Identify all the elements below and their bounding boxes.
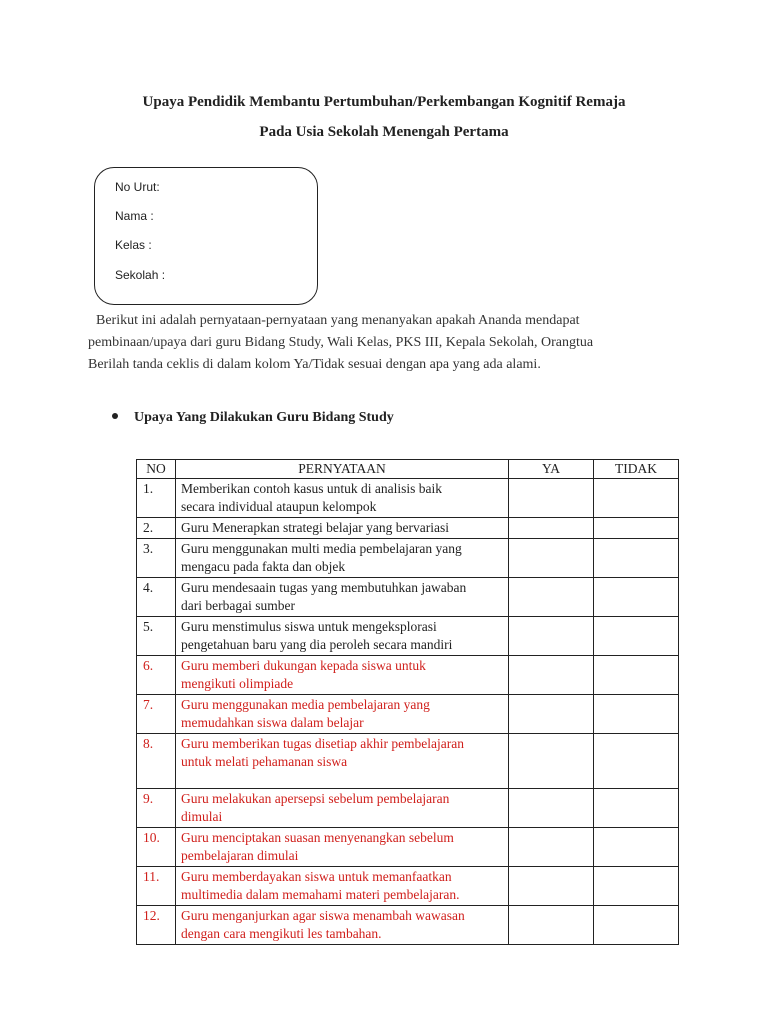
table-row — [137, 695, 679, 734]
tidak-checkbox-cell[interactable] — [594, 578, 679, 617]
row-statement — [176, 828, 509, 867]
header-no: NO — [137, 460, 176, 479]
ya-checkbox-cell[interactable] — [509, 578, 594, 617]
document-title-line1: Upaya Pendidik Membantu Pertumbuhan/Perkembangan Kognitif Remaja — [142, 94, 626, 110]
tidak-checkbox-cell[interactable] — [594, 518, 679, 539]
statement-line: Guru Menerapkan strategi belajar yang bervariasi — [181, 520, 450, 535]
ya-checkbox-cell[interactable] — [509, 734, 594, 789]
row-number: 2. — [137, 518, 176, 539]
table-row — [137, 539, 679, 578]
row-statement — [176, 695, 509, 734]
table-row — [137, 617, 679, 656]
tidak-checkbox-cell[interactable] — [594, 906, 679, 945]
instructions-line2: pembinaan/upaya dari guru Bidang Study, Wali Kelas, PKS III, Kepala Sekolah, Orangtua — [88, 335, 594, 350]
table-row — [137, 867, 679, 906]
document-title-line2: Pada Usia Sekolah Menengah Pertama — [259, 124, 509, 140]
statement-line: Guru menstimulus siswa untuk mengeksplorasi — [181, 619, 437, 634]
table-row — [137, 828, 679, 867]
questionnaire-table — [136, 459, 679, 945]
statement-line: Guru menggunakan multi media pembelajaran yang — [181, 541, 462, 556]
row-statement — [176, 656, 509, 695]
ya-checkbox-cell[interactable] — [509, 789, 594, 828]
row-statement — [176, 617, 509, 656]
ya-checkbox-cell[interactable] — [509, 828, 594, 867]
identity-box — [94, 167, 318, 305]
tidak-checkbox-cell[interactable] — [594, 539, 679, 578]
table-row — [137, 656, 679, 695]
instructions-line1: Berikut ini adalah pernyataan-pernyataan yang menanyakan apakah Ananda mendapat — [96, 313, 580, 328]
statement-line: Guru melakukan apersepsi sebelum pembelajaran — [181, 791, 450, 806]
statement-line: Guru mendesaain tugas yang membutuhkan jawaban — [181, 580, 467, 595]
statement-line: Guru memberikan tugas disetiap akhir pembelajaran — [181, 736, 465, 751]
statement-line: untuk melati pehamanan siswa — [181, 754, 348, 769]
row-statement — [176, 518, 509, 539]
row-number: 5. — [137, 617, 176, 656]
tidak-checkbox-cell[interactable] — [594, 789, 679, 828]
sekolah-label: Sekolah : — [115, 268, 166, 282]
row-statement — [176, 734, 509, 789]
ya-checkbox-cell[interactable] — [509, 695, 594, 734]
row-number: 3. — [137, 539, 176, 578]
tidak-checkbox-cell[interactable] — [594, 617, 679, 656]
table-row — [137, 578, 679, 617]
row-statement — [176, 867, 509, 906]
row-number: 7. — [137, 695, 176, 734]
table-row — [137, 479, 679, 518]
table-header-row — [137, 460, 679, 479]
row-number: 8. — [137, 734, 176, 789]
row-statement — [176, 539, 509, 578]
statement-line: dimulai — [181, 809, 223, 824]
statement-line: Guru menciptakan suasan menyenangkan sebelum — [181, 830, 454, 845]
statement-line: mengacu pada fakta dan objek — [181, 559, 346, 574]
kelas-label: Kelas : — [115, 238, 152, 252]
ya-checkbox-cell[interactable] — [509, 867, 594, 906]
row-number: 11. — [137, 867, 176, 906]
nama-label: Nama : — [115, 209, 154, 223]
row-number: 1. — [137, 479, 176, 518]
statement-line: memudahkan siswa dalam belajar — [181, 715, 364, 730]
bullet-icon — [112, 413, 118, 419]
row-statement — [176, 906, 509, 945]
row-statement — [176, 479, 509, 518]
section-heading-text: Upaya Yang Dilakukan Guru Bidang Study — [134, 410, 394, 425]
statement-line: dengan cara mengikuti les tambahan. — [181, 926, 382, 941]
tidak-checkbox-cell[interactable] — [594, 479, 679, 518]
ya-checkbox-cell[interactable] — [509, 539, 594, 578]
ya-checkbox-cell[interactable] — [509, 617, 594, 656]
tidak-checkbox-cell[interactable] — [594, 695, 679, 734]
section-heading — [112, 410, 394, 426]
row-number: 4. — [137, 578, 176, 617]
header-tidak: TIDAK — [594, 460, 679, 479]
statement-line: pengetahuan baru yang dia peroleh secara mandiri — [181, 637, 453, 652]
statement-line: Guru memberi dukungan kepada siswa untuk — [181, 658, 426, 673]
ya-checkbox-cell[interactable] — [509, 656, 594, 695]
statement-line: pembelajaran dimulai — [181, 848, 299, 863]
statement-line: mengikuti olimpiade — [181, 676, 294, 691]
table-row — [137, 518, 679, 539]
table-row — [137, 789, 679, 828]
row-number: 12. — [137, 906, 176, 945]
instructions-paragraph — [88, 310, 688, 376]
statement-line: secara individual ataupun kelompok — [181, 499, 377, 514]
tidak-checkbox-cell[interactable] — [594, 867, 679, 906]
row-statement — [176, 578, 509, 617]
no-urut-label: No Urut: — [115, 180, 160, 194]
row-number: 10. — [137, 828, 176, 867]
statement-line: Guru menggunakan media pembelajaran yang — [181, 697, 430, 712]
row-number: 6. — [137, 656, 176, 695]
tidak-checkbox-cell[interactable] — [594, 734, 679, 789]
tidak-checkbox-cell[interactable] — [594, 656, 679, 695]
statement-line: Guru menganjurkan agar siswa menambah wawasan — [181, 908, 465, 923]
ya-checkbox-cell[interactable] — [509, 479, 594, 518]
ya-checkbox-cell[interactable] — [509, 906, 594, 945]
statement-line: Memberikan contoh kasus untuk di analisis baik — [181, 481, 442, 496]
statement-line: Guru memberdayakan siswa untuk memanfaatkan — [181, 869, 452, 884]
statement-line: multimedia dalam memahami materi pembelajaran. — [181, 887, 460, 902]
table-row — [137, 734, 679, 789]
statement-line: dari berbagai sumber — [181, 598, 295, 613]
row-number: 9. — [137, 789, 176, 828]
tidak-checkbox-cell[interactable] — [594, 828, 679, 867]
table-row — [137, 906, 679, 945]
row-statement — [176, 789, 509, 828]
header-ya: YA — [509, 460, 594, 479]
ya-checkbox-cell[interactable] — [509, 518, 594, 539]
instructions-line3: Berilah tanda ceklis di dalam kolom Ya/Tidak sesuai dengan apa yang ada alami. — [88, 357, 541, 372]
header-pernyataan: PERNYATAAN — [176, 460, 509, 479]
